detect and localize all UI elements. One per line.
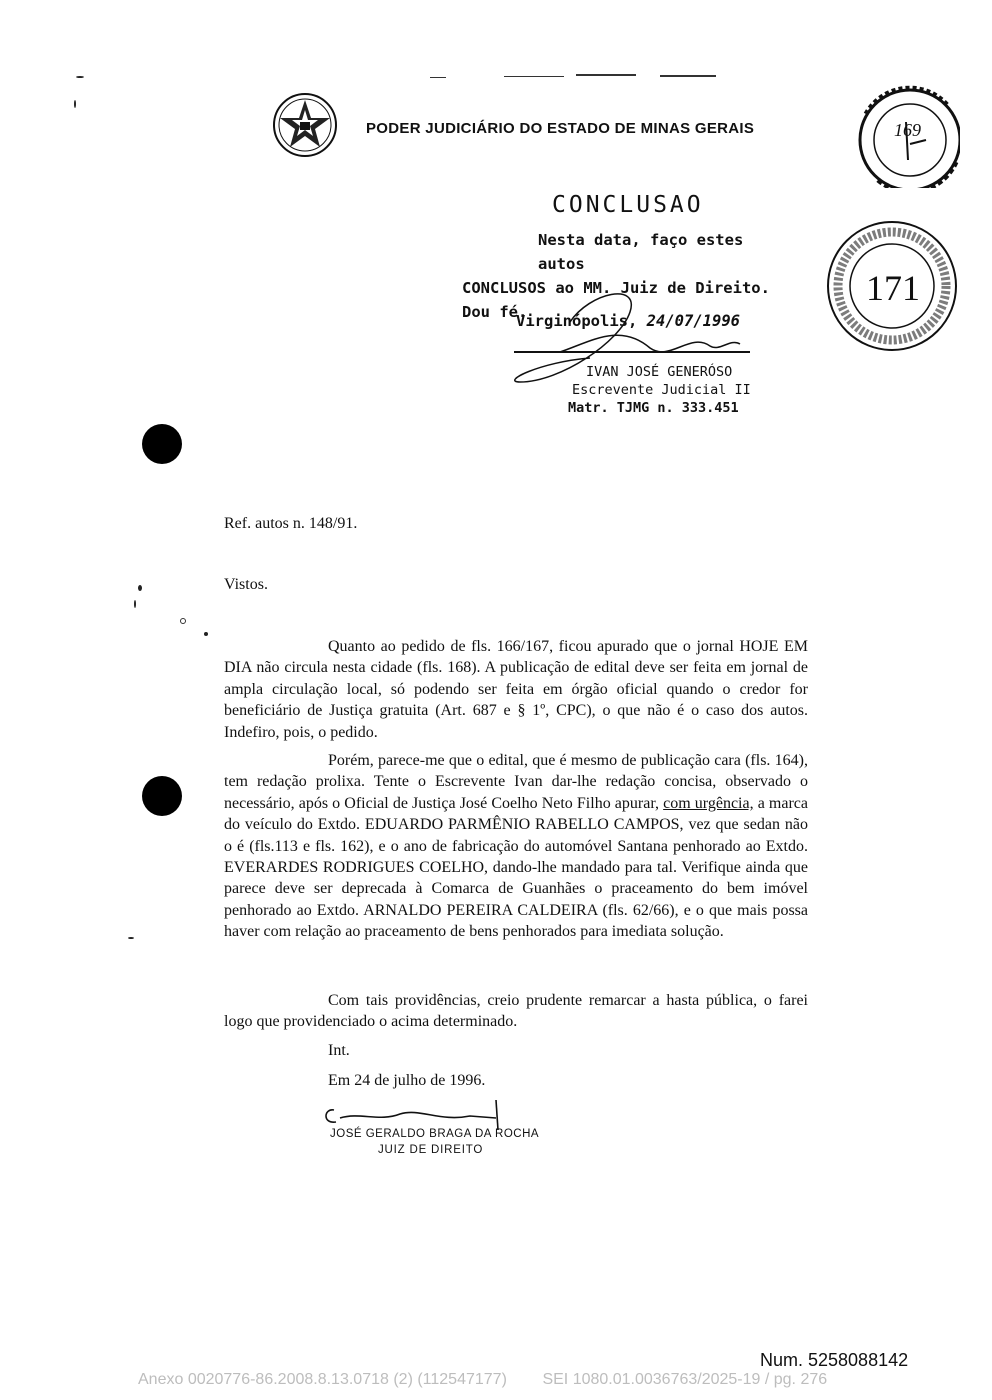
conclusao-line: Nesta data, faço estes autos — [538, 231, 744, 273]
tribunal-stamp — [822, 216, 962, 356]
judge-name: JOSÉ GERALDO BRAGA DA ROCHA — [330, 1128, 540, 1140]
scan-mark — [576, 74, 636, 76]
judge-role: JUIZ DE DIREITO — [378, 1144, 484, 1156]
clerk-name: IVAN JOSÉ GENERÓSO — [586, 364, 733, 380]
intimation-label: Int. — [328, 1042, 350, 1059]
city: Virginópolis, — [516, 312, 638, 330]
scan-speck — [128, 937, 134, 939]
scan-speck — [204, 632, 208, 636]
paragraph-text: Porém, parece-me que o edital, que é mesmo de publicação cara (fls. 164), tem redação prolixa. Tente o Escrevente Ivan dar-lhe redação concisa, observado o necessário, após o Oficial de Justiça José Coelho Neto Filho apurar, — [224, 752, 808, 812]
header-title: PODER JUDICIÁRIO DO ESTADO DE MINAS GERAIS — [366, 120, 755, 137]
paragraph-text: a marca do veículo do Extdo. EDUARDO PARMÊNIO RABELLO CAMPOS, vez que sedan não o é (fls.113 e fls. 162), e o ano de fabricação do automóvel Santana penhorado ao Extdo. EVERARDES RODRIGUES COELHO, dando-lhe mandado para tal. Verifique ainda que parece deve ser deprecada à Comarca de Guanhães o praceamento do bem imóvel penhorado ao Extdo. ARNALDO PEREIRA CALDEIRA (fls. 62/66), e o que mais possa haver com relação ao praceamento de bens penhorados para imediata solução. — [224, 794, 808, 941]
conclusao-line: CONCLUSOS ao MM. Juiz de Direito. — [462, 279, 770, 297]
scan-mark — [504, 76, 564, 77]
document-number: Num. 5258088142 — [760, 1350, 909, 1370]
clerk-role: Escrevente Judicial II — [572, 382, 751, 398]
punch-hole — [142, 776, 182, 816]
scan-mark — [430, 77, 446, 78]
annex-footer: Anexo 0020776-86.2008.8.13.0718 (2) (112547177) SEI 1080.01.0036763/2025-19 / pg. 276 — [138, 1371, 828, 1388]
punch-hole — [142, 424, 182, 464]
reference-line: Ref. autos n. 148/91. — [224, 515, 358, 532]
decision-date: Em 24 de julho de 1996. — [328, 1072, 486, 1089]
scan-speck — [180, 618, 186, 624]
stamp-right-number: 171 — [866, 268, 920, 308]
paragraph — [224, 750, 808, 943]
scan-speck — [138, 585, 142, 591]
scan-speck — [134, 600, 136, 608]
paragraph: Quanto ao pedido de fls. 166/167, ficou apurado que o jornal HOJE EM DIA não circula nesta cidade (fls. 168). A publicação de edital deve ser feita em jornal de ampla circulação local, só podendo ser feita em órgão oficial quando o credor for beneficiário de Justiça gratuita (Art. 687 e § 1º, CPC), o que não é o caso dos autos. Indefiro, pois, o pedido. — [224, 638, 808, 741]
conclusao-date: 24/07/1996 — [646, 312, 740, 330]
coat-of-arms-icon — [272, 92, 338, 158]
scan-mark — [660, 75, 716, 77]
conclusao-title: CONCLUSAO — [552, 192, 704, 218]
greeting: Vistos. — [224, 576, 268, 593]
judge-signature — [320, 1096, 510, 1132]
scan-speck — [74, 100, 76, 108]
clerk-registration: Matr. TJMG n. 333.451 — [568, 400, 739, 416]
page-number-stamp — [848, 84, 960, 188]
scan-speck — [76, 76, 84, 78]
paragraph: Com tais providências, creio prudente remarcar a hasta pública, o farei logo que providenciado o acima determinado. — [224, 992, 808, 1031]
underlined-text: com urgência, — [663, 794, 754, 812]
conclusao-line: Dou fé. — [462, 303, 528, 321]
stamp-top-number: 169 — [894, 120, 921, 140]
